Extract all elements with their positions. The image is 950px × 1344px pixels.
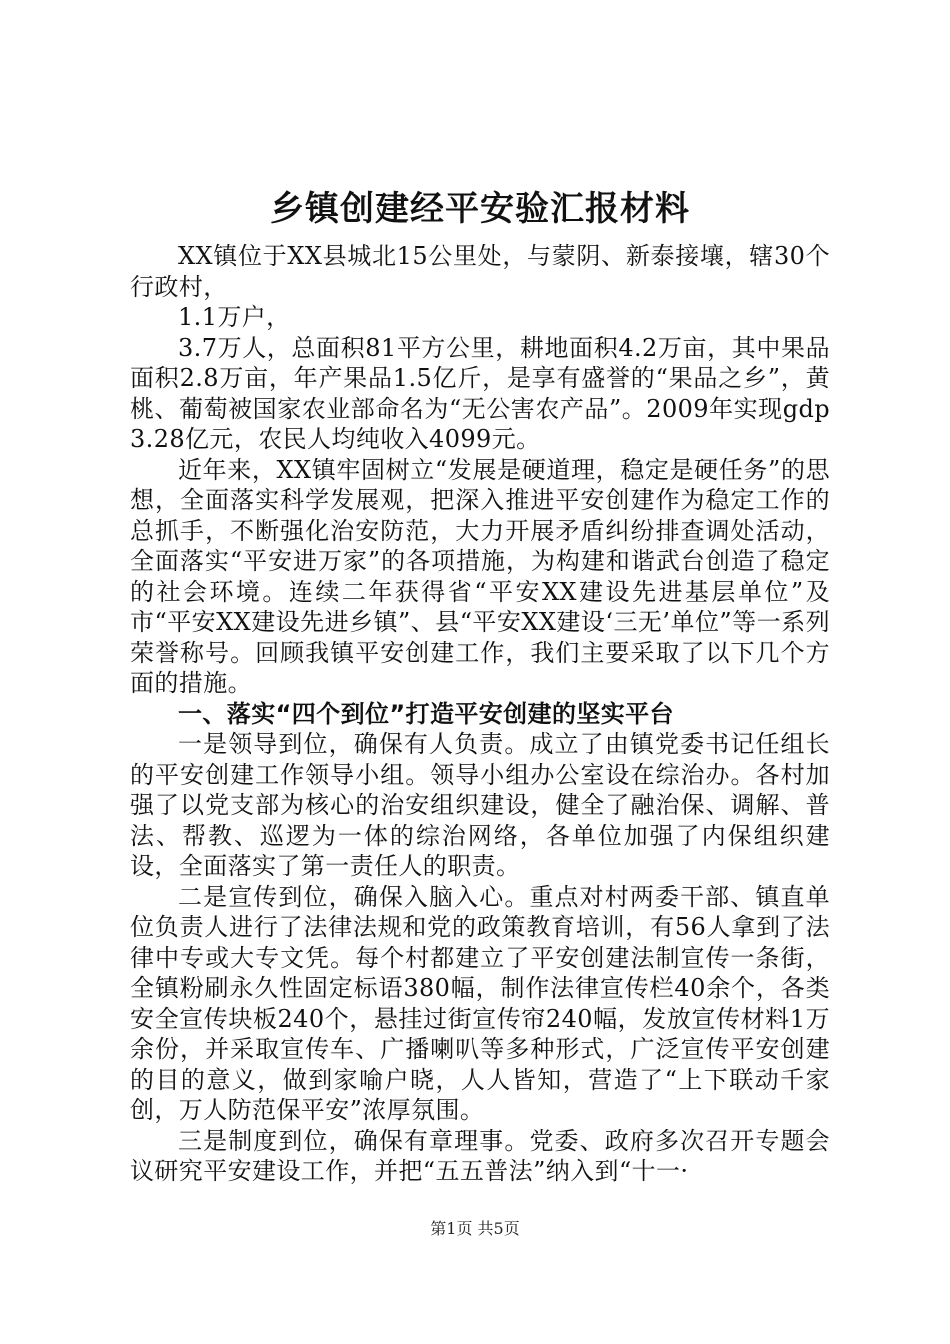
document-title: 乡镇创建经平安验汇报材料 [270, 189, 690, 229]
paragraph-system: 三是制度到位，确保有章理事。党委、政府多次召开专题会议研究平安建设工作，并把“五五普法”纳入到“十一· [130, 1126, 830, 1185]
section-heading-1: 一、落实“四个到位”打造平安创建的坚实平台 [178, 699, 674, 728]
paragraph-recent-years: 近年来，XX镇牢固树立“发展是硬道理，稳定是硬任务”的思想，全面落实科学发展观，把深入推进平安创建作为稳定工作的总抓手，不断强化治安防范，大力开展矛盾纠纷排查调处活动，全面落实“平安进万家”的各项措施，为构建和谐武台创造了稳定的社会环境。连续二年获得省“平安XX建设先进基层单位”及市“平安XX建设先进乡镇”、县“平安XX建设‘三无’单位”等一系列荣誉称号。回顾我镇平安创建工作，我们主要采取了以下几个方面的措施。 [130, 455, 830, 697]
paragraph-leadership: 一是领导到位，确保有人负责。成立了由镇党委书记任组长的平安创建工作领导小组。领导小组办公室设在综治办。各村加强了以党支部为核心的治安组织建设，健全了融治保、调解、普法、帮教、巡逻为一体的综治网络，各单位加强了内保组织建设，全面落实了第一责任人的职责。 [130, 730, 830, 880]
document-body [130, 241, 830, 1187]
paragraph-publicity: 二是宣传到位，确保入脑入心。重点对村两委干部、镇直单位负责人进行了法律法规和党的政策教育培训，有56人拿到了法律中专或大专文凭。每个村都建立了平安创建法制宣传一条街，全镇粉刷永久性固定标语380幅，制作法律宣传栏40余个，各类安全宣传块板240个，悬挂过街宣传帘240幅，发放宣传材料1万余份，并采取宣传车、广播喇叭等多种形式，广泛宣传平安创建的目的意义，做到家喻户晓，人人皆知，营造了“上下联动千家创，万人防范保平安”浓厚氛围。 [130, 882, 830, 1124]
document-page [130, 185, 830, 1187]
page-footer: 第1页 共5页 [430, 1219, 520, 1238]
paragraph-households: 1.1万户， [178, 303, 291, 331]
paragraph-intro: XX镇位于XX县城北15公里处，与蒙阴、新泰接壤，辖30个行政村， [130, 242, 830, 301]
paragraph-population: 3.7万人，总面积81平方公里，耕地面积4.2万亩，其中果品面积2.8万亩，年产果品1.5亿斤，是享有盛誉的“果品之乡”，黄桃、葡萄被国家农业部命名为“无公害农产品”。2009年实现gdp3.28亿元，农民人均纯收入4099元。 [130, 333, 830, 453]
